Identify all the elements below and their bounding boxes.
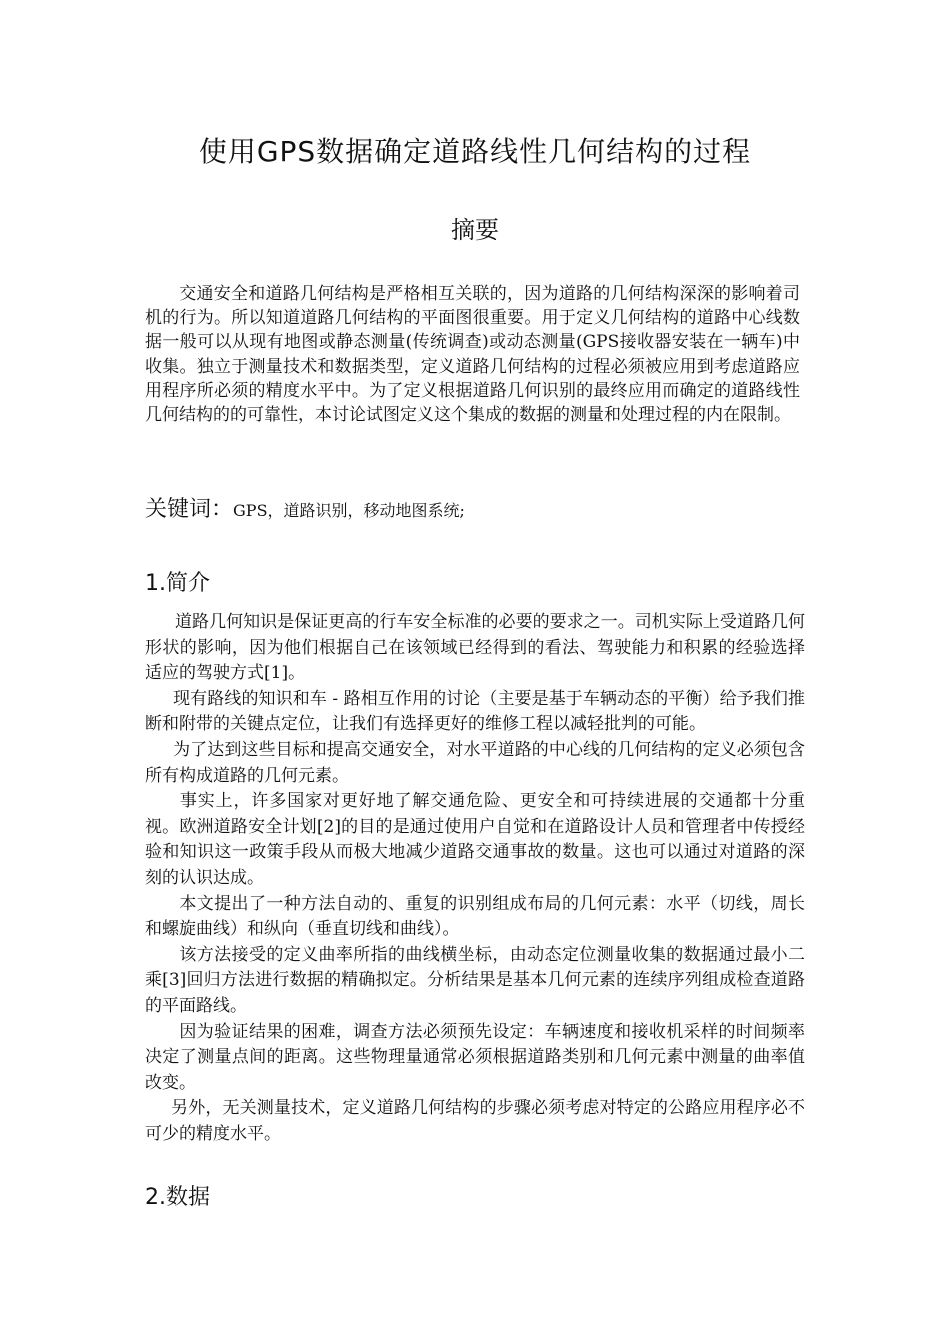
keywords-text: GPS，道路识别，移动地图系统; [233, 501, 465, 520]
abstract-heading: 摘要 [451, 216, 499, 244]
document-title: 使用GPS数据确定道路线性几何结构的过程 [198, 135, 752, 168]
keywords-label: 关键词： [145, 497, 234, 522]
intro-paragraph-text: 道路几何知识是保证更高的行车安全标准的必要的要求之一。司机实际上受道路几何形状的影响，因为他们根据自己在该领域已经得到的看法、驾驶能力和积累的经验选择适应的驾驶方式[1]。 [145, 612, 805, 684]
section-heading-intro: 1.简介 [145, 571, 210, 596]
intro-paragraph-text: 现有路线的知识和车 - 路相互作用的讨论（主要是基于车辆动态的平衡）给予我们推断和附带的关键点定位，让我们有选择更好的维修工程以减轻批判的可能。 [145, 688, 805, 735]
intro-paragraph [145, 738, 805, 789]
intro-paragraph [145, 687, 805, 738]
intro-paragraph [145, 943, 805, 1020]
intro-paragraph [145, 1096, 805, 1147]
intro-paragraph-text: 事实上，许多国家对更好地了解交通危险、更安全和可持续进展的交通都十分重视。欧洲道路安全计划[2]的目的是通过使用户自觉和在道路设计人员和管理者中传授经验和知识这一政策手段从而极大地减少道路交通事故的数量。这也可以通过对道路的深刻的认识达成。 [145, 791, 805, 888]
intro-paragraph [145, 892, 805, 943]
intro-paragraph-text: 因为验证结果的困难，调查方法必须预先设定：车辆速度和接收机采样的时间频率决定了测量点间的距离。这些物理量通常必须根据道路类别和几何元素中测量的曲率值改变。 [145, 1021, 805, 1093]
intro-body [145, 610, 805, 1147]
intro-paragraph-text: 本文提出了一种方法自动的、重复的识别组成布局的几何元素：水平（切线，周长和螺旋曲线）和纵向（垂直切线和曲线）。 [145, 893, 805, 940]
intro-paragraph [145, 1020, 805, 1097]
intro-paragraph-text: 另外，无关测量技术，定义道路几何结构的步骤必须考虑对特定的公路应用程序必不可少的精度水平。 [145, 1098, 805, 1144]
intro-paragraph-text: 为了达到这些目标和提高交通安全，对水平道路的中心线的几何结构的定义必须包含所有构成道路的几何元素。 [145, 739, 805, 786]
abstract-paragraph [145, 282, 800, 427]
intro-paragraph [145, 610, 805, 687]
abstract-text: 交通安全和道路几何结构是严格相互关联的，因为道路的几何结构深深的影响着司机的行为。所以知道道路几何结构的平面图很重要。用于定义几何结构的道路中心线数据一般可以从现有地图或静态测量(传统调查)或动态测量(GPS接收器安装在一辆车)中收集。独立于测量技术和数据类型，定义道路几何结构的过程必须被应用到考虑道路应用程序所必须的精度水平中。为了定义根据道路几何识别的最终应用而确定的道路线性几何结构的的可靠性，本讨论试图定义这个集成的数据的测量和处理过程的内在限制。 [145, 284, 800, 426]
intro-paragraph [145, 789, 805, 891]
intro-paragraph-text: 该方法接受的定义曲率所指的曲线横坐标，由动态定位测量收集的数据通过最小二乘[3]回归方法进行数据的精确拟定。分析结果是基本几何元素的连续序列组成检查道路的平面路线。 [145, 944, 805, 1016]
section-heading-data: 2.数据 [145, 1185, 210, 1210]
keywords-line [145, 492, 800, 523]
